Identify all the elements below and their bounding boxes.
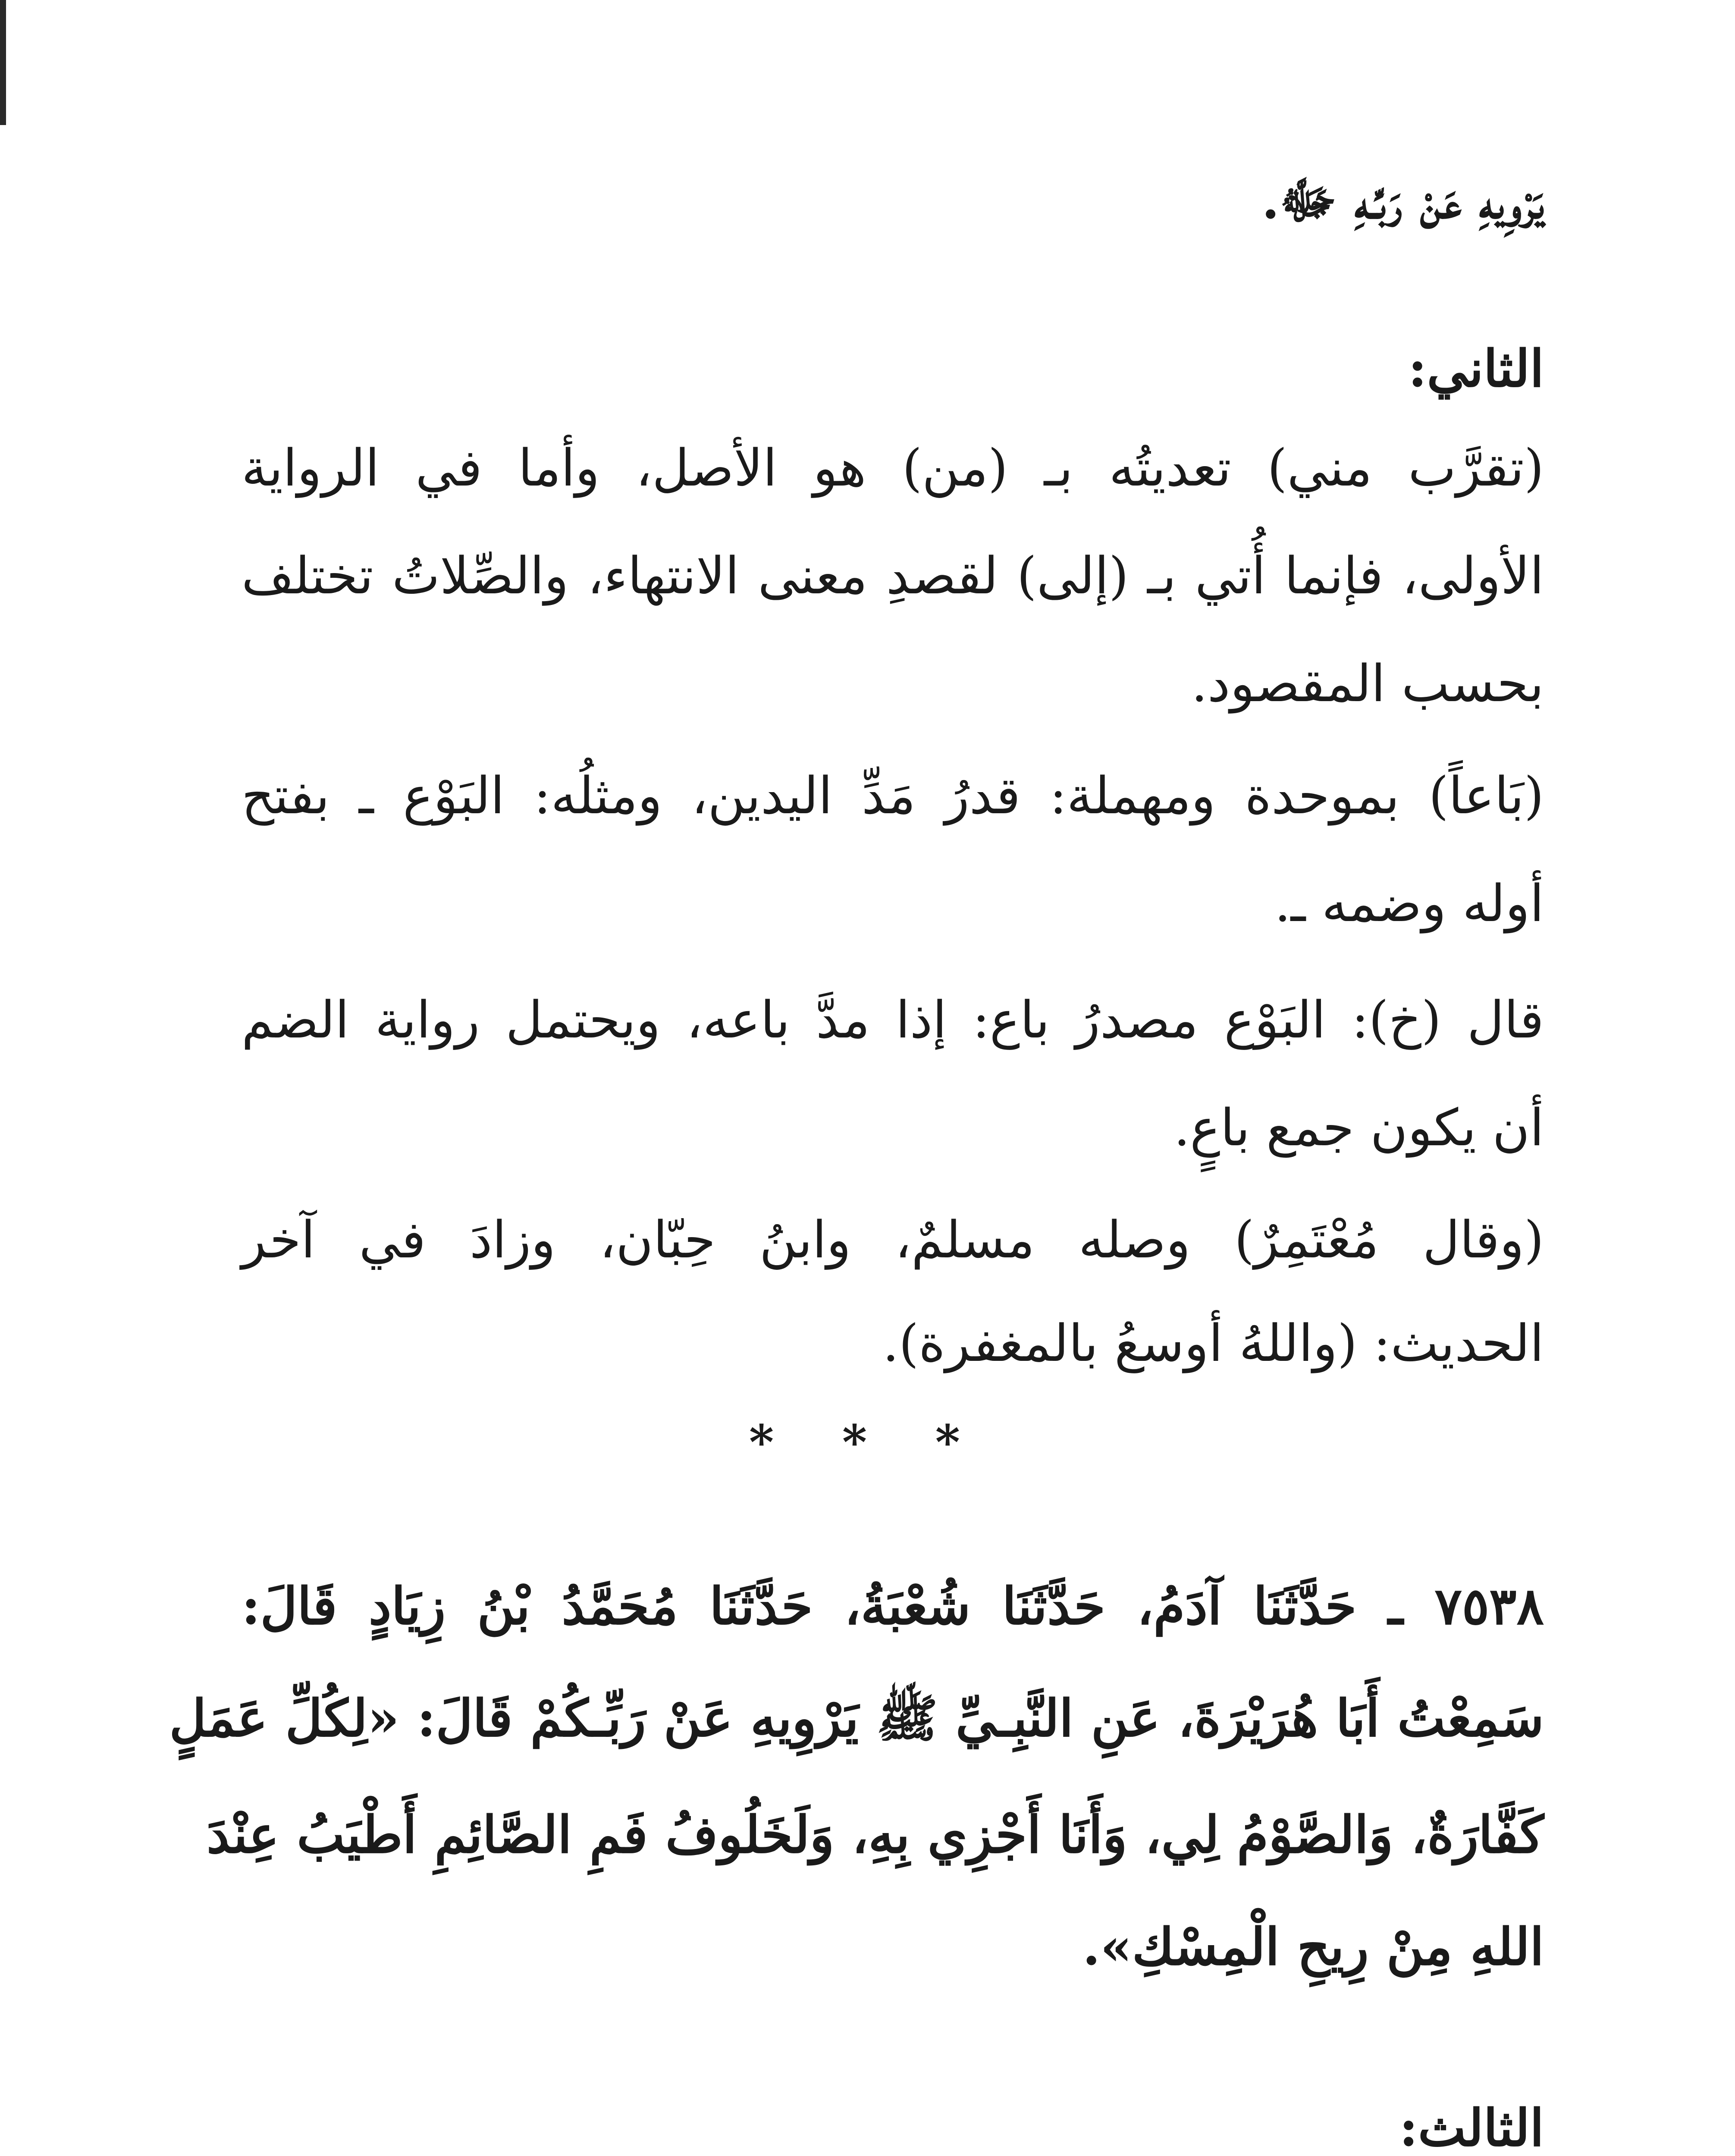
paragraph-line: الأولى، فإنما أُتي بـ (إلى) لقصدِ معنى الانتهاء، والصِّلاتُ تختلف [242, 546, 1544, 605]
paragraph-line: أن يكون جمع باعٍ. [1173, 1098, 1544, 1157]
hadith-line: سَمِعْتُ أَبَا هُرَيْرَةَ، عَنِ النَّبِـيِّ ﷺ يَرْوِيهِ عَنْ رَبِّـكُمْ قَالَ: «لِكُلِّ عَمَلٍ [169, 1688, 1544, 1748]
section-heading-third: الثالث: [1399, 2098, 1544, 2156]
paragraph-line: أوله وضمه ـ. [1274, 874, 1544, 933]
continuation-line: يَرْوِيهِ عَنْ رَبِّـهِ ﷻ. [1261, 170, 1544, 230]
paragraph-line: بحسب المقصود. [1191, 654, 1544, 713]
scan-edge-line [0, 0, 6, 125]
paragraph-line: الحديث: (واللهُ أوسعُ بالمغفرة). [882, 1313, 1544, 1373]
paragraph-line: (وقال مُعْتَمِرٌ) وصله مسلمٌ، وابنُ حِبّان، وزادَ في آخر [242, 1210, 1544, 1269]
section-divider-stars: * * * [749, 1414, 986, 1470]
hadith-line: ٧٥٣٨ ـ حَدَّثَنَا آدَمُ، حَدَّثَنَا شُعْبَةُ، حَدَّثَنَا مُحَمَّدُ بْنُ زِيَادٍ قَالَ: [242, 1576, 1544, 1636]
hadith-line: اللهِ مِنْ رِيحِ الْمِسْكِ». [1082, 1917, 1544, 1977]
paragraph-line: قال (خ): البَوْع مصدرُ باع: إذا مدَّ باعه، ويحتمل رواية الضم [242, 990, 1544, 1050]
paragraph-line: (بَاعاً) بموحدة ومهملة: قدرُ مَدِّ اليدين، ومثلُه: البَوْع ـ بفتح [242, 766, 1544, 825]
paragraph-line: (تقرَّب مني) تعديتُه بـ (من) هو الأصل، وأما في الرواية [242, 438, 1544, 498]
hadith-line: كَفَّارَةٌ، وَالصَّوْمُ لِي، وَأَنَا أَجْزِي بِهِ، وَلَخَلُوفُ فَمِ الصَّائِمِ أَطْيَبُ عِنْدَ [207, 1805, 1544, 1865]
section-heading-second: الثاني: [1408, 338, 1544, 398]
